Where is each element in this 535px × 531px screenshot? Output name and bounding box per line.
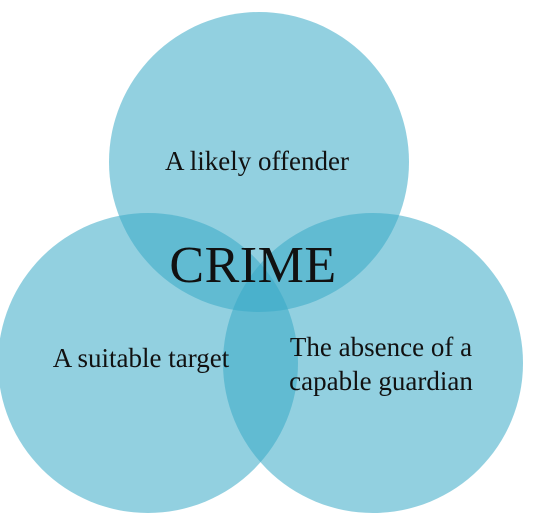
- target-label: A suitable target: [52, 343, 230, 373]
- offender-label: A likely offender: [165, 146, 349, 176]
- crime-center-label: CRIME: [169, 237, 337, 294]
- guardian-label-line-2: capable guardian: [289, 366, 473, 396]
- guardian-label-line-1: The absence of a: [289, 332, 473, 362]
